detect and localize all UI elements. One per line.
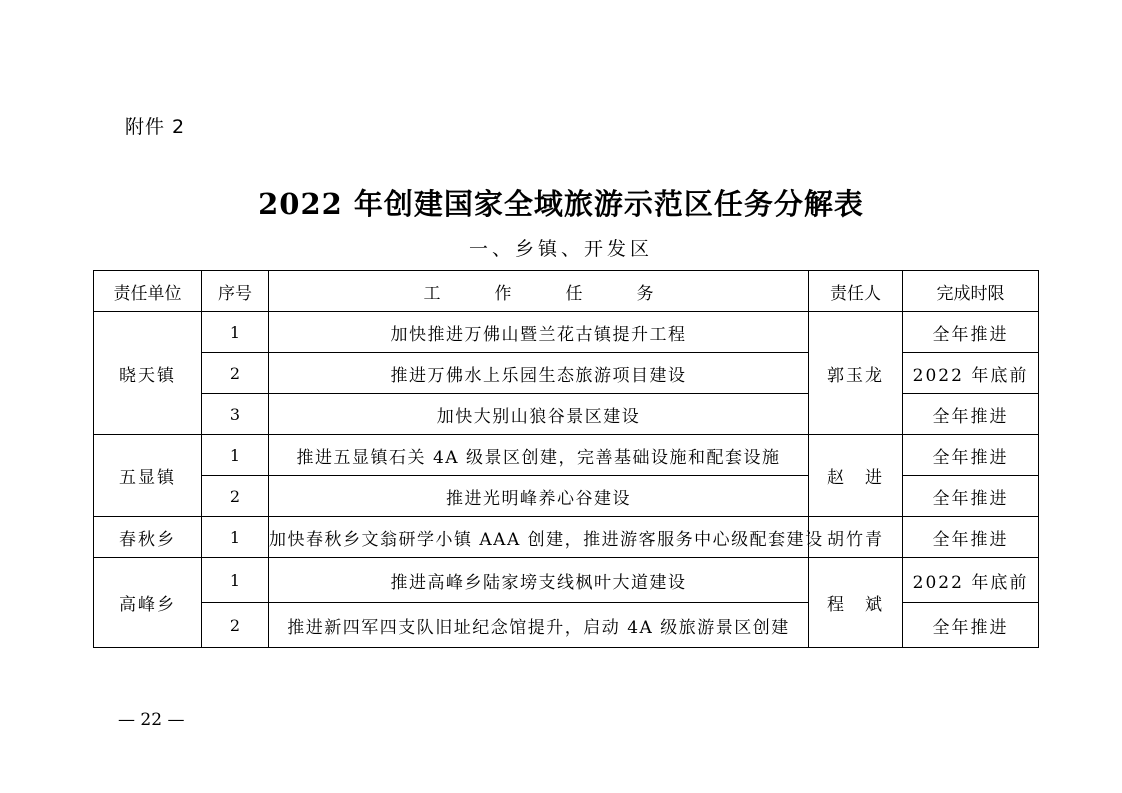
deadline-cell: 全年推进 [903, 312, 1039, 353]
table-row [94, 517, 1039, 558]
header-deadline: 完成时限 [903, 271, 1039, 312]
document-title: 2022 年创建国家全域旅游示范区任务分解表 [258, 187, 864, 221]
table-row [94, 435, 1039, 476]
task-cell: 推进五显镇石关 4A 级景区创建，完善基础设施和配套设施 [269, 435, 809, 476]
task-cell: 推进高峰乡陆家塝支线枫叶大道建设 [269, 558, 809, 603]
task-cell: 加快推进万佛山暨兰花古镇提升工程 [269, 312, 809, 353]
header-seq: 序号 [202, 271, 269, 312]
table-row [94, 558, 1039, 603]
task-cell: 加快大别山狼谷景区建设 [269, 394, 809, 435]
seq-cell: 1 [202, 558, 269, 603]
page-number: — 22 — [118, 710, 185, 730]
header-person: 责任人 [809, 271, 903, 312]
person-cell: 赵 进 [809, 435, 903, 517]
table-row [94, 312, 1039, 353]
seq-cell: 1 [202, 435, 269, 476]
deadline-cell: 全年推进 [903, 476, 1039, 517]
header-task [269, 271, 809, 312]
unit-cell: 高峰乡 [94, 558, 202, 648]
header-unit: 责任单位 [94, 271, 202, 312]
unit-cell: 晓天镇 [94, 312, 202, 435]
seq-cell: 1 [202, 312, 269, 353]
deadline-cell: 2022 年底前 [903, 558, 1039, 603]
person-cell: 郭玉龙 [809, 312, 903, 435]
seq-cell: 2 [202, 476, 269, 517]
header-task-label: 工作任务 [423, 283, 708, 304]
task-cell: 加快春秋乡文翁研学小镇 AAA 创建，推进游客服务中心级配套建设 [269, 517, 809, 558]
seq-cell: 1 [202, 517, 269, 558]
person-cell: 程 斌 [809, 558, 903, 648]
seq-cell: 3 [202, 394, 269, 435]
task-breakdown-table [93, 270, 1039, 648]
section-subtitle: 一、乡镇、开发区 [468, 238, 653, 260]
deadline-cell: 全年推进 [903, 517, 1039, 558]
deadline-cell: 全年推进 [903, 435, 1039, 476]
task-cell: 推进新四军四支队旧址纪念馆提升，启动 4A 级旅游景区创建 [269, 603, 809, 648]
unit-cell: 五显镇 [94, 435, 202, 517]
deadline-cell: 2022 年底前 [903, 353, 1039, 394]
person-cell: 胡竹青 [809, 517, 903, 558]
seq-cell: 2 [202, 353, 269, 394]
table-header-row [94, 271, 1039, 312]
task-cell: 推进万佛水上乐园生态旅游项目建设 [269, 353, 809, 394]
seq-cell: 2 [202, 603, 269, 648]
unit-cell: 春秋乡 [94, 517, 202, 558]
attachment-label: 附件 2 [125, 116, 186, 138]
task-cell: 推进光明峰养心谷建设 [269, 476, 809, 517]
deadline-cell: 全年推进 [903, 603, 1039, 648]
deadline-cell: 全年推进 [903, 394, 1039, 435]
